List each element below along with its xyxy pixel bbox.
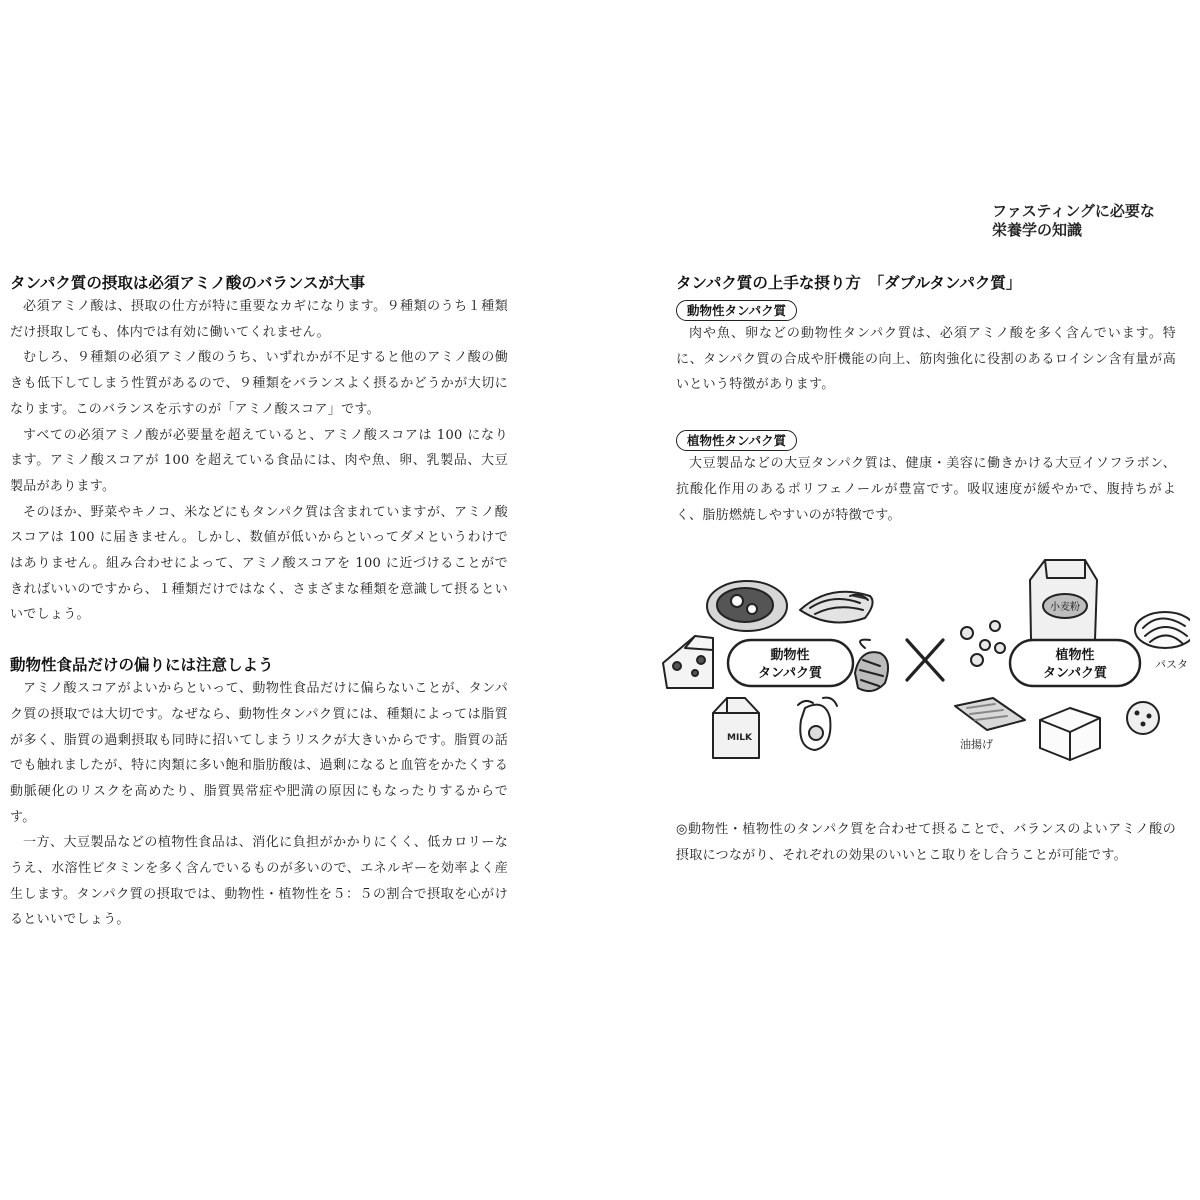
running-header-line-2: 栄養学の知識 (992, 221, 1083, 239)
paragraph: そのほか、野菜やキノコ、米などにもタンパク質は含まれていますが、アミノ酸スコアは 100 に届きません。しかし、数値が低いからといってダメというわけではありません。組み合わせによって、アミノ酸スコアを 100 に近づけることができればいいのですから、１種類だけではなく、さまざまな種類を意識して摂るといいでしょう。 (10, 504, 508, 623)
milk-carton-icon (713, 698, 759, 758)
tofu-icon (1040, 708, 1100, 760)
running-header-line-1: ファスティングに必要な (992, 202, 1155, 220)
paragraph: むしろ、９種類の必須アミノ酸のうち、いずれかが不足すると他のアミノ酸の働きも低下してしまう性質があるので、９種類をバランスよく摂るかどうかが大切になります。このバランスを示すのが「アミノ酸スコア」です。 (10, 350, 508, 417)
right-column (676, 272, 1176, 528)
caption-text: ◎動物性・植物性のタンパク質を合わせて摂ることで、バランスのよいアミノ酸の摂取につながり、それぞれの効果のいいとこ取りをし合うことが可能です。 (676, 822, 1176, 863)
shrimp-icon (855, 640, 888, 691)
egg-icon (798, 698, 837, 750)
paragraph: 必須アミノ酸は、摂取の仕方が特に重要なカギになります。９種類のうち１種類だけ摂取しても、体内では有効に働いてくれません。 (10, 299, 508, 340)
running-header (992, 202, 1192, 240)
paragraph: アミノ酸スコアがよいからといって、動物性食品だけに偏らないことが、タンパク質の摂取では大切です。なぜなら、動物性タンパク質には、種類によっては脂質が多く、脂質の過剰摂取も同時に招いてしまうリスクが大きいからです。脂質の話でも触れましたが、特に肉類に多い飽和脂肪酸は、過剰になると血管をかたくする動脈硬化のリスクを高めたり、脂質異常症や肥満の原因にもなったりするからです。 (10, 681, 508, 825)
cheese-icon (663, 636, 713, 688)
paragraph: 一方、大豆製品などの植物性食品は、消化に負担がかかりにくく、低カロリーなうえ、水溶性ビタミンを多く含んでいるものが多いので、エネルギーを効率よく産生します。タンパク質の摂取では、動物性・植物性を５：５の割合で摂取を心がけるといいでしょう。 (10, 835, 508, 928)
paragraph-plant-protein: 大豆製品などの大豆タンパク質は、健康・美容に働きかける大豆イソフラボン、抗酸化作用のあるポリフェノールが豊富です。吸収速度が緩やかで、腹持ちがよく、脂肪燃焼しやすいのが特徴です。 (676, 456, 1176, 523)
section-title-amino-balance: タンパク質の摂取は必須アミノ酸のバランスが大事 (10, 274, 365, 292)
fried-tofu-label: 油揚げ (960, 738, 993, 751)
section-title-animal-food-bias: 動物性食品だけの偏りには注意しよう (10, 656, 274, 675)
plant-badge-line-2: タンパク質 (1042, 666, 1108, 681)
pasta-icon (1135, 612, 1190, 648)
section-title-double-protein: タンパク質の上手な摂り方 「ダブルタンパク質」 (676, 274, 1022, 292)
left-column (10, 272, 508, 933)
fish-icon (800, 592, 873, 623)
flour-label: 小麦粉 (1050, 602, 1080, 613)
times-icon (907, 640, 943, 680)
protein-illustration (655, 548, 1190, 770)
plant-badge-line-1: 植物性 (1055, 648, 1095, 663)
animal-badge-line-2: タンパク質 (757, 666, 823, 681)
milk-label: MILK (727, 733, 753, 743)
tag-plant-protein: 植物性タンパク質 (676, 430, 797, 451)
animal-badge-line-1: 動物性 (770, 648, 810, 663)
pasta-label: パスタ (1155, 658, 1188, 671)
paragraph-animal-protein: 肉や魚、卵などの動物性タンパク質は、必須アミノ酸を多く含んでいます。特に、タンパク質の合成や肝機能の向上、筋肉強化に役割のあるロイシン含有量が高いという特徴があります。 (676, 326, 1176, 393)
steak-icon (707, 581, 787, 631)
soybeans-icon (961, 621, 1005, 666)
fried-tofu-icon (955, 698, 1025, 730)
flour-bag-icon (1030, 560, 1097, 640)
tag-animal-protein: 動物性タンパク質 (676, 300, 797, 321)
paragraph: すべての必須アミノ酸が必要量を超えていると、アミノ酸スコアは 100 になります。アミノ酸スコアが 100 を超えている食品には、肉や魚、卵、乳製品、大豆製品があります。 (10, 427, 508, 494)
illustration-caption (676, 817, 1176, 868)
cracker-icon (1127, 702, 1159, 734)
